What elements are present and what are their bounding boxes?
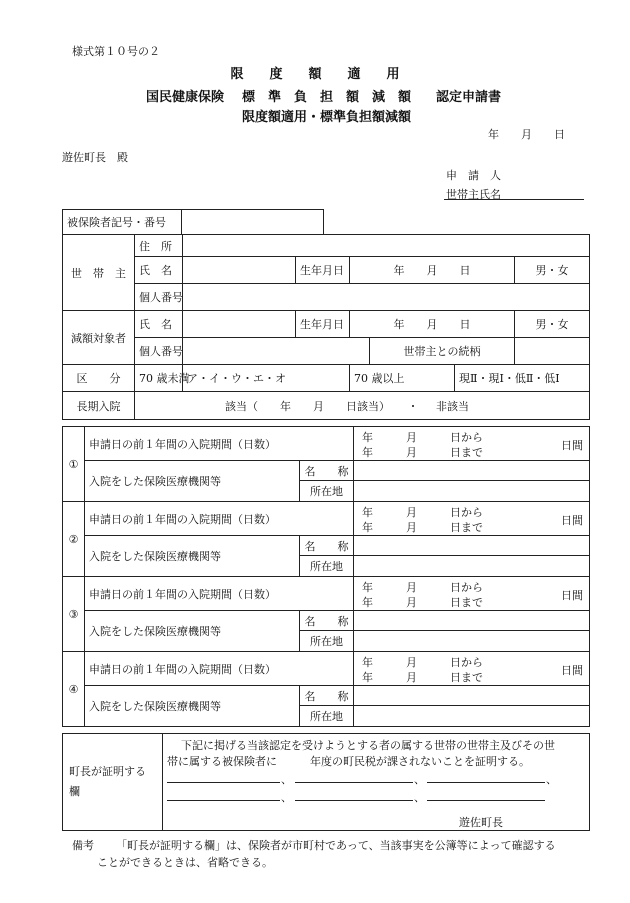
household-birth-label: 生年月日	[296, 257, 350, 284]
cert-line-5[interactable]	[295, 800, 413, 801]
hospital-facility-addr-value[interactable]	[354, 481, 590, 502]
hospital-facility-name-label: 名 称	[300, 611, 354, 631]
long-term-label: 長期入院	[63, 392, 135, 420]
hospital-facility-addr-label: 所在地	[300, 556, 354, 577]
hospital-facility-name-value[interactable]	[354, 611, 590, 631]
category-under70-options[interactable]: ア・イ・ウ・エ・オ	[183, 365, 350, 392]
household-name-label: 氏 名	[135, 257, 183, 284]
target-relation-label: 世帯主との続柄	[370, 338, 515, 365]
head-name-label: 世帯主氏名	[446, 188, 501, 201]
target-personal-no-label: 個人番号	[135, 338, 183, 365]
insured-number-label: 被保険者記号・番号	[63, 210, 182, 235]
household-sex[interactable]: 男・女	[515, 257, 590, 284]
applicant-label: 申 請 人	[446, 169, 501, 182]
hospital-period-from: 年 月 日から	[362, 656, 483, 669]
target-label: 減額対象者	[63, 311, 135, 365]
hospital-block-number: ②	[63, 502, 85, 577]
hospital-period-from: 年 月 日から	[362, 506, 483, 519]
hospital-facility-name-value[interactable]	[354, 536, 590, 556]
hospital-period-label: 申請日の前１年間の入院期間（日数）	[85, 577, 354, 611]
hospital-block-number: ④	[63, 652, 85, 727]
insured-number-table	[62, 209, 324, 235]
insured-number-value[interactable]	[182, 210, 324, 235]
hospital-block	[62, 501, 590, 577]
remarks-line2: ことができるときは、省略できる。	[97, 856, 273, 869]
long-term-dot: ・	[407, 399, 419, 413]
hospital-block	[62, 426, 590, 502]
category-under70: 70 歳未満	[135, 365, 183, 392]
category-label: 区 分	[63, 365, 135, 392]
cert-line-3[interactable]	[427, 782, 545, 783]
main-table	[62, 234, 590, 420]
hospital-facility-label: 入院をした保険医療機関等	[85, 536, 300, 577]
title-line3: 限度額適用・標準負担額減額	[242, 110, 412, 125]
hospital-facility-label: 入院をした保険医療機関等	[85, 461, 300, 502]
target-relation-value[interactable]	[515, 338, 590, 365]
hospital-facility-addr-value[interactable]	[354, 631, 590, 652]
hospital-facility-label: 入院をした保険医療機関等	[85, 611, 300, 652]
certification-signer: 遊佐町長	[459, 816, 503, 829]
certification-text-2: 帯に属する被保険者に 年度の町民税が課されないことを証明する。	[167, 755, 530, 768]
hospital-facility-name-value[interactable]	[354, 461, 590, 481]
hospital-facility-name-label: 名 称	[300, 536, 354, 556]
category-over70: 70 歳以上	[350, 365, 455, 392]
certification-label: 町長が証明する欄	[63, 734, 163, 831]
hospital-facility-addr-value[interactable]	[354, 706, 590, 727]
target-sex[interactable]: 男・女	[515, 311, 590, 338]
hospital-period-value[interactable]	[354, 577, 590, 611]
cert-comma-2: 、	[414, 773, 425, 786]
hospital-period-value[interactable]	[354, 427, 590, 461]
hospital-facility-name-label: 名 称	[300, 461, 354, 481]
hospital-period-label: 申請日の前１年間の入院期間（日数）	[85, 502, 354, 536]
title-line1: 限 度 額 適 用	[230, 66, 400, 82]
hospital-block-number: ③	[63, 577, 85, 652]
hospital-period-from: 年 月 日から	[362, 431, 483, 444]
cert-comma-3: 、	[546, 773, 557, 786]
hospital-period-value[interactable]	[354, 502, 590, 536]
hospital-facility-addr-value[interactable]	[354, 556, 590, 577]
hospital-facility-addr-label: 所在地	[300, 481, 354, 502]
hospital-period-days: 日間	[561, 514, 583, 527]
household-address-value[interactable]	[183, 235, 590, 257]
hospital-facility-label: 入院をした保険医療機関等	[85, 686, 300, 727]
target-name-label: 氏 名	[135, 311, 183, 338]
household-personal-no-label: 個人番号	[135, 284, 183, 311]
hospital-block	[62, 576, 590, 652]
hospital-facility-name-value[interactable]	[354, 686, 590, 706]
category-over70-options[interactable]: 現Ⅱ・現Ⅰ・低Ⅱ・低Ⅰ	[455, 365, 590, 392]
hospital-facility-addr-label: 所在地	[300, 631, 354, 652]
cert-comma-4: 、	[281, 791, 292, 804]
household-personal-no-value[interactable]	[183, 284, 590, 311]
remarks-line1: 「町長が証明する欄」は、保険者が市町村であって、当該事実を公簿等によって確認する	[116, 839, 556, 852]
cert-line-6[interactable]	[427, 800, 545, 801]
target-name-value[interactable]	[183, 311, 296, 338]
hospital-period-to: 年 月 日まで	[362, 446, 483, 459]
certification-body	[163, 734, 590, 831]
hospital-period-days: 日間	[561, 664, 583, 677]
hospital-period-to: 年 月 日まで	[362, 671, 483, 684]
cert-line-2[interactable]	[295, 782, 413, 783]
target-personal-no-value[interactable]	[183, 338, 370, 365]
long-term-applicable[interactable]: 該当（ 年 月 日該当）	[225, 399, 390, 413]
hospital-period-label: 申請日の前１年間の入院期間（日数）	[85, 652, 354, 686]
hospital-period-label: 申請日の前１年間の入院期間（日数）	[85, 427, 354, 461]
hospital-period-to: 年 月 日まで	[362, 596, 483, 609]
hospital-period-from: 年 月 日から	[362, 581, 483, 594]
cert-comma-5: 、	[414, 791, 425, 804]
certification-text-1: 下記に掲げる当該認定を受けようとする者の属する世帯の世帯主及びその世	[181, 739, 555, 752]
hospital-block	[62, 651, 590, 727]
title-line2-left: 国民健康保険	[146, 90, 225, 105]
household-label: 世 帯 主	[63, 235, 135, 311]
long-term-options[interactable]	[135, 392, 590, 420]
certification-table	[62, 733, 590, 831]
date-line: 年 月 日	[488, 128, 565, 141]
hospital-period-value[interactable]	[354, 652, 590, 686]
target-birth-label: 生年月日	[296, 311, 350, 338]
form-number: 様式第１０号の２	[72, 45, 160, 58]
title-line2-mid: 標 準 負 担 額 減 額	[242, 90, 412, 105]
cert-line-1[interactable]	[167, 782, 280, 783]
hospital-facility-addr-label: 所在地	[300, 706, 354, 727]
hospital-facility-name-label: 名 称	[300, 686, 354, 706]
remarks-label: 備考	[72, 839, 94, 852]
head-name-underline	[444, 199, 584, 200]
hospital-block-number: ①	[63, 427, 85, 502]
long-term-not-applicable[interactable]: 非該当	[436, 399, 469, 413]
hospital-period-days: 日間	[561, 589, 583, 602]
title-line2-right: 認定申請書	[436, 90, 502, 105]
cert-comma-1: 、	[281, 773, 292, 786]
household-address-label: 住 所	[135, 235, 183, 257]
household-birth-value[interactable]: 年 月 日	[350, 257, 515, 284]
hospital-period-to: 年 月 日まで	[362, 521, 483, 534]
cert-line-4[interactable]	[167, 800, 280, 801]
household-name-value[interactable]	[183, 257, 296, 284]
hospital-period-days: 日間	[561, 439, 583, 452]
target-birth-value[interactable]: 年 月 日	[350, 311, 515, 338]
addressee: 遊佐町長 殿	[62, 151, 128, 164]
